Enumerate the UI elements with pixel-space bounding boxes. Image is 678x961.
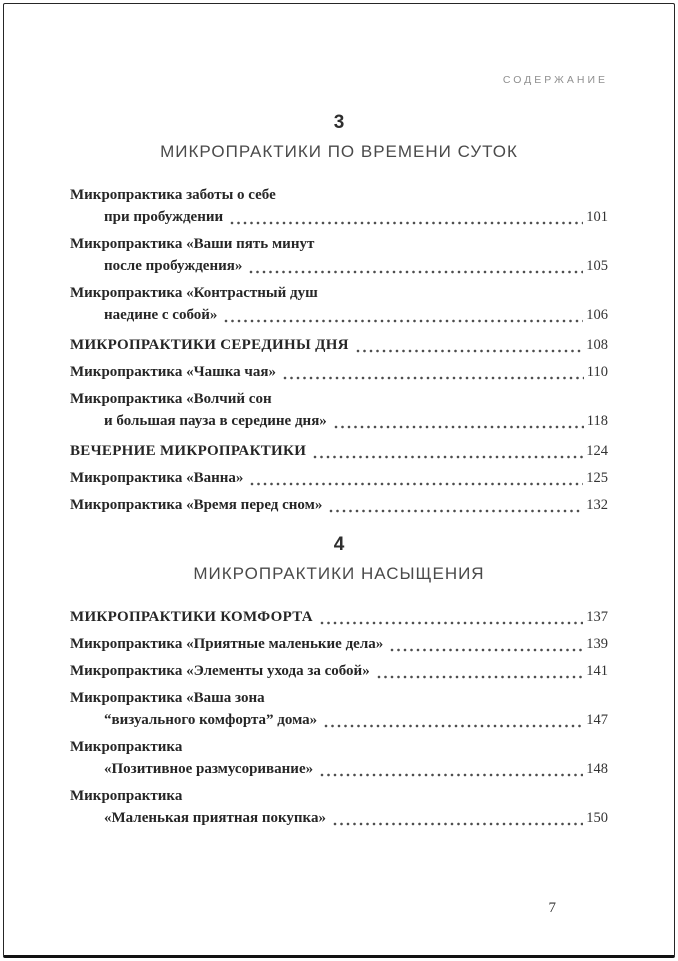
- entry-lines: [70, 388, 608, 432]
- dot-leader: [332, 807, 583, 829]
- entry-lines: [70, 660, 608, 682]
- dot-leader: [328, 494, 583, 516]
- entry-text: Микропрактика заботы о себе: [70, 187, 276, 203]
- entry-page-number: 110: [586, 364, 608, 380]
- chapter-number: 3: [333, 112, 345, 133]
- dot-leader: [389, 633, 583, 655]
- entry-lines: [70, 282, 608, 326]
- entry-text: Микропрактика «Чашка чая»: [70, 364, 277, 380]
- toc-entry: [70, 361, 608, 383]
- chapter-number: 4: [333, 534, 345, 555]
- entry-page-number: 101: [586, 209, 608, 225]
- entry-text: Микропрактика «Элементы ухода за собой»: [70, 663, 370, 679]
- entry-page-number: 125: [586, 470, 608, 486]
- entry-lines: [70, 494, 608, 516]
- toc-line: [70, 785, 608, 807]
- toc-entry: [70, 467, 608, 489]
- entry-lines: [70, 440, 608, 462]
- entry-text: «Маленькая приятная покупка»: [104, 810, 326, 826]
- entry-text: Микропрактика «Ваши пять минут: [70, 236, 315, 252]
- toc-entry: [70, 440, 608, 462]
- toc-entry: [70, 184, 608, 228]
- toc-line: [70, 233, 608, 255]
- entry-text: ВЕЧЕРНИЕ МИКРОПРАКТИКИ: [70, 443, 307, 459]
- chapter-title: МИКРОПРАКТИКИ НАСЫЩЕНИЯ: [193, 564, 485, 583]
- dot-leader: [376, 660, 584, 682]
- entry-page-number: 105: [586, 258, 608, 274]
- toc-page: [3, 3, 675, 958]
- entry-lines: [70, 361, 608, 383]
- toc-entry: [70, 233, 608, 277]
- entry-page-number: 132: [586, 497, 608, 513]
- dot-leader: [223, 304, 583, 326]
- toc-line: [70, 440, 608, 462]
- entry-page-number: 141: [586, 663, 608, 679]
- toc-line: [70, 184, 608, 206]
- entry-text: при пробуждении: [104, 209, 224, 225]
- dot-leader: [333, 410, 584, 432]
- entry-lines: [70, 736, 608, 780]
- entry-page-number: 106: [586, 307, 608, 323]
- toc-entry: [70, 736, 608, 780]
- dot-leader: [355, 334, 583, 356]
- chapter-entries: [70, 606, 608, 829]
- entry-text: Микропрактика «Ванна»: [70, 470, 244, 486]
- chapter-entries: [70, 184, 608, 516]
- entry-lines: [70, 785, 608, 829]
- toc-entry: [70, 606, 608, 628]
- entry-page-number: 124: [586, 443, 608, 459]
- toc-line: [70, 660, 608, 682]
- entry-text: наедине с собой»: [104, 307, 218, 323]
- entry-text: Микропрактика «Ваша зона: [70, 690, 265, 706]
- toc-content: [4, 4, 674, 829]
- dot-leader: [323, 709, 583, 731]
- entry-text: МИКРОПРАКТИКИ КОМФОРТА: [70, 609, 313, 625]
- toc-entry: [70, 334, 608, 356]
- entry-page-number: 139: [586, 636, 608, 652]
- entry-text: «Позитивное размусоривание»: [104, 761, 314, 777]
- dot-leader: [229, 206, 583, 228]
- toc-line: [70, 736, 608, 758]
- dot-leader: [312, 440, 583, 462]
- entry-text: после пробуждения»: [104, 258, 243, 274]
- entry-text: и большая пауза в середине дня»: [104, 413, 327, 429]
- toc-line: [70, 334, 608, 356]
- toc-line: [70, 606, 608, 628]
- dot-leader: [319, 758, 583, 780]
- entry-lines: [70, 334, 608, 356]
- toc-line: [70, 206, 608, 228]
- entry-page-number: 118: [586, 413, 608, 429]
- dot-leader: [282, 361, 584, 383]
- dot-leader: [249, 467, 583, 489]
- toc-line: [70, 633, 608, 655]
- entry-text: Микропрактика: [70, 788, 183, 804]
- entry-page-number: 108: [586, 337, 608, 353]
- toc-entry: [70, 388, 608, 432]
- toc-entry: [70, 633, 608, 655]
- entry-text: Микропрактика «Контрастный душ: [70, 285, 318, 301]
- entry-text: Микропрактика «Время перед сном»: [70, 497, 323, 513]
- toc-line: [70, 282, 608, 304]
- entry-page-number: 137: [586, 609, 608, 625]
- entry-text: “визуального комфорта” дома»: [104, 712, 318, 728]
- dot-leader: [319, 606, 583, 628]
- toc-line: [70, 687, 608, 709]
- chapter: [70, 534, 608, 829]
- entry-lines: [70, 184, 608, 228]
- chapters: [70, 112, 608, 829]
- chapter: [70, 112, 608, 516]
- entry-text: Микропрактика: [70, 739, 183, 755]
- toc-line: [70, 758, 608, 780]
- dot-leader: [248, 255, 583, 277]
- contents-header-label: СОДЕРЖАНИЕ: [502, 74, 608, 86]
- toc-entry: [70, 494, 608, 516]
- chapter-title: МИКРОПРАКТИКИ ПО ВРЕМЕНИ СУТОК: [160, 142, 518, 161]
- entry-lines: [70, 606, 608, 628]
- entry-lines: [70, 233, 608, 277]
- toc-line: [70, 467, 608, 489]
- entry-text: Микропрактика «Волчий сон: [70, 391, 272, 407]
- toc-line: [70, 709, 608, 731]
- toc-entry: [70, 785, 608, 829]
- toc-entry: [70, 660, 608, 682]
- entry-text: Микропрактика «Приятные маленькие дела»: [70, 636, 384, 652]
- entry-page-number: 148: [586, 761, 608, 777]
- toc-line: [70, 388, 608, 410]
- toc-line: [70, 255, 608, 277]
- entry-page-number: 147: [586, 712, 608, 728]
- toc-entry: [70, 687, 608, 731]
- toc-line: [70, 410, 608, 432]
- toc-line: [70, 304, 608, 326]
- toc-line: [70, 494, 608, 516]
- toc-line: [70, 807, 608, 829]
- page-number-footer: 7: [548, 900, 556, 916]
- toc-entry: [70, 282, 608, 326]
- toc-line: [70, 361, 608, 383]
- entry-lines: [70, 467, 608, 489]
- entry-page-number: 150: [586, 810, 608, 826]
- entry-lines: [70, 687, 608, 731]
- entry-text: МИКРОПРАКТИКИ СЕРЕДИНЫ ДНЯ: [70, 337, 349, 353]
- entry-lines: [70, 633, 608, 655]
